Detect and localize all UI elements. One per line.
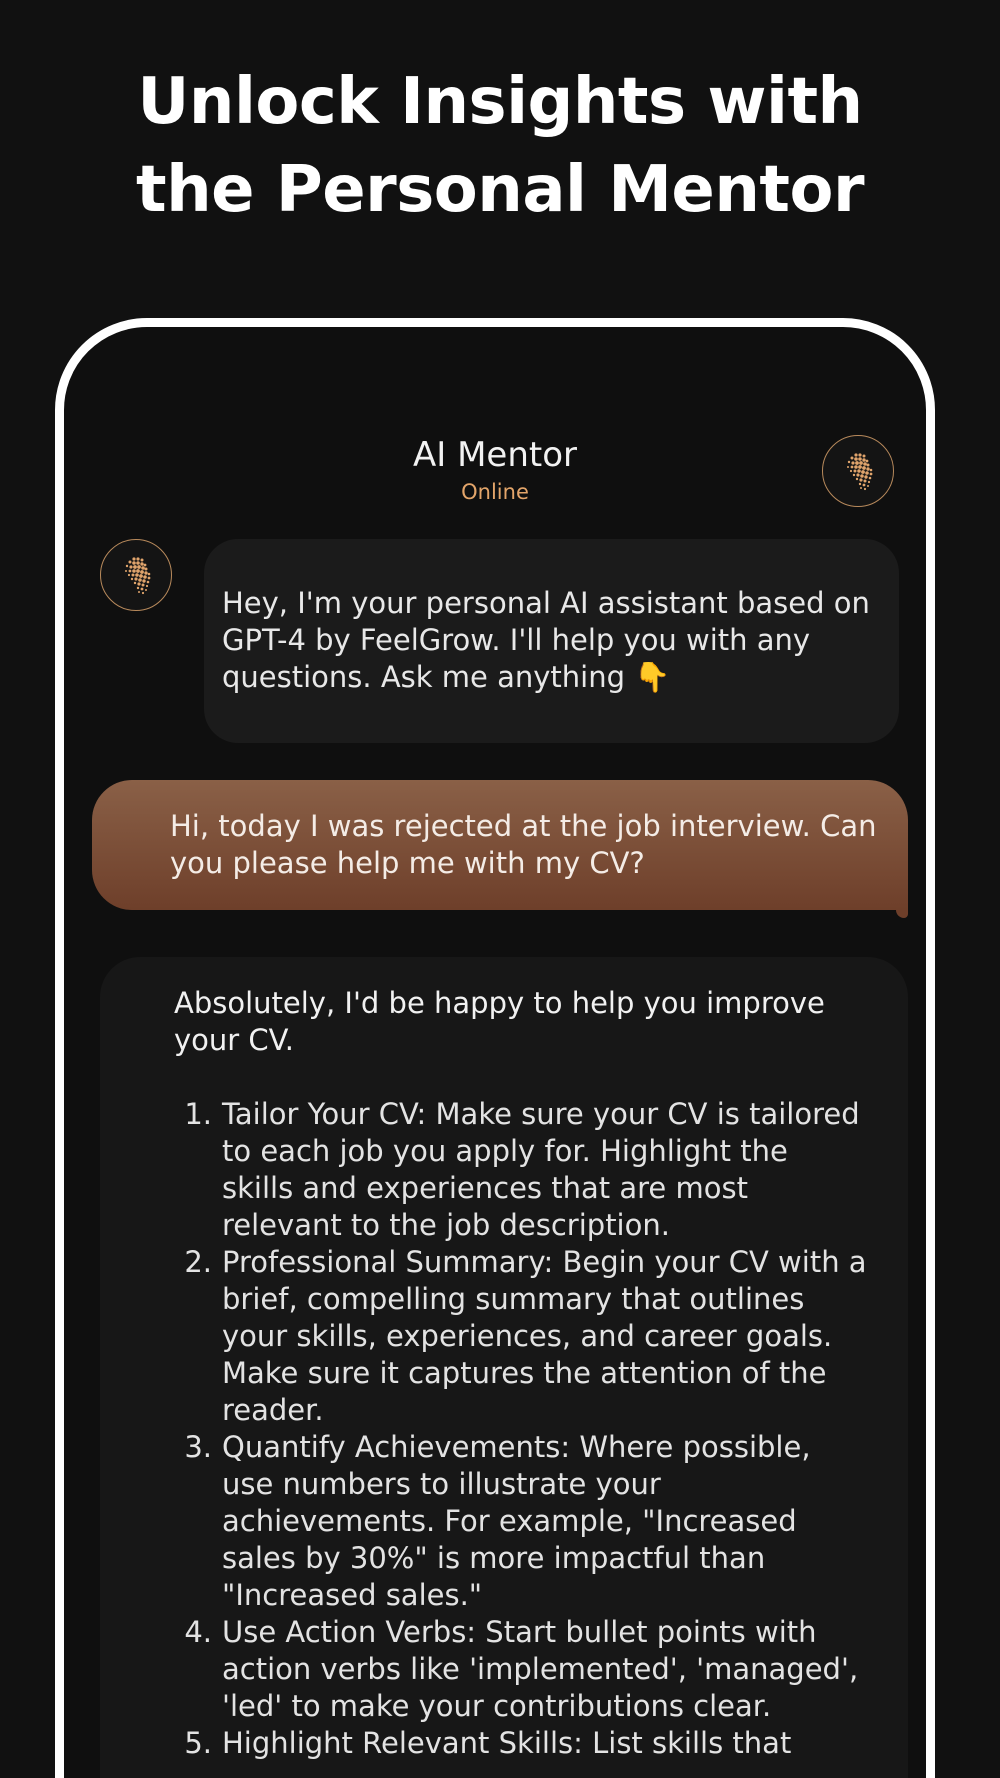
list-item xyxy=(174,1244,868,1429)
list-item-text: Use Action Verbs: Start bullet points with action verbs like 'implemented', 'managed', 'led' to make your contributions clear. xyxy=(222,1615,859,1723)
list-item xyxy=(174,1614,868,1725)
list-item xyxy=(174,1096,868,1244)
list-item-text: Highlight Relevant Skills: List skills that xyxy=(222,1726,792,1760)
list-item-number: 2. xyxy=(184,1245,212,1279)
list-item-number: 3. xyxy=(184,1430,212,1464)
bubble-tail xyxy=(896,908,908,918)
list-item-number: 5. xyxy=(184,1726,212,1760)
user-message-bubble xyxy=(92,780,908,910)
list-item-number: 4. xyxy=(184,1615,212,1649)
list-item-text: Professional Summary: Begin your CV with a brief, compelling summary that outlines your skills, experiences, and career goals. Make sure it captures the attention of the reader. xyxy=(222,1245,867,1427)
phone-frame xyxy=(55,318,935,1778)
list-item xyxy=(174,1429,868,1614)
list-item-text: Quantify Achievements: Where possible, use numbers to illustrate your achievements. For example, "Increased sales by 30%" is more impactful than "Increased sales." xyxy=(222,1430,811,1612)
reply-list xyxy=(174,1096,868,1762)
bot-reply-bubble xyxy=(100,957,908,1778)
bot-greeting-bubble xyxy=(204,539,899,743)
list-item-number: 1. xyxy=(184,1097,212,1131)
chat-status: Online xyxy=(461,480,529,504)
page-headline xyxy=(0,58,1000,234)
chat-title: AI Mentor xyxy=(412,435,577,475)
list-item-text: Tailor Your CV: Make sure your CV is tailored to each job you apply for. Highlight the skills and experiences that are most relevant to the job description. xyxy=(222,1097,860,1242)
headline-line-1: Unlock Insights with xyxy=(137,65,863,139)
mentor-avatar-message xyxy=(100,539,172,611)
bot-greeting-text: Hey, I'm your personal AI assistant based on GPT-4 by FeelGrow. I'll help you with any questions. Ask me anything 👇 xyxy=(222,586,870,694)
headline-line-2: the Personal Mentor xyxy=(135,153,865,227)
mentor-avatar-header[interactable] xyxy=(822,435,894,507)
mentor-head-icon xyxy=(108,547,164,603)
mentor-head-icon xyxy=(830,443,886,499)
user-message-text: Hi, today I was rejected at the job interview. Can you please help me with my CV? xyxy=(170,809,877,880)
list-item xyxy=(174,1725,868,1762)
reply-intro: Absolutely, I'd be happy to help you improve your CV. xyxy=(174,986,825,1057)
